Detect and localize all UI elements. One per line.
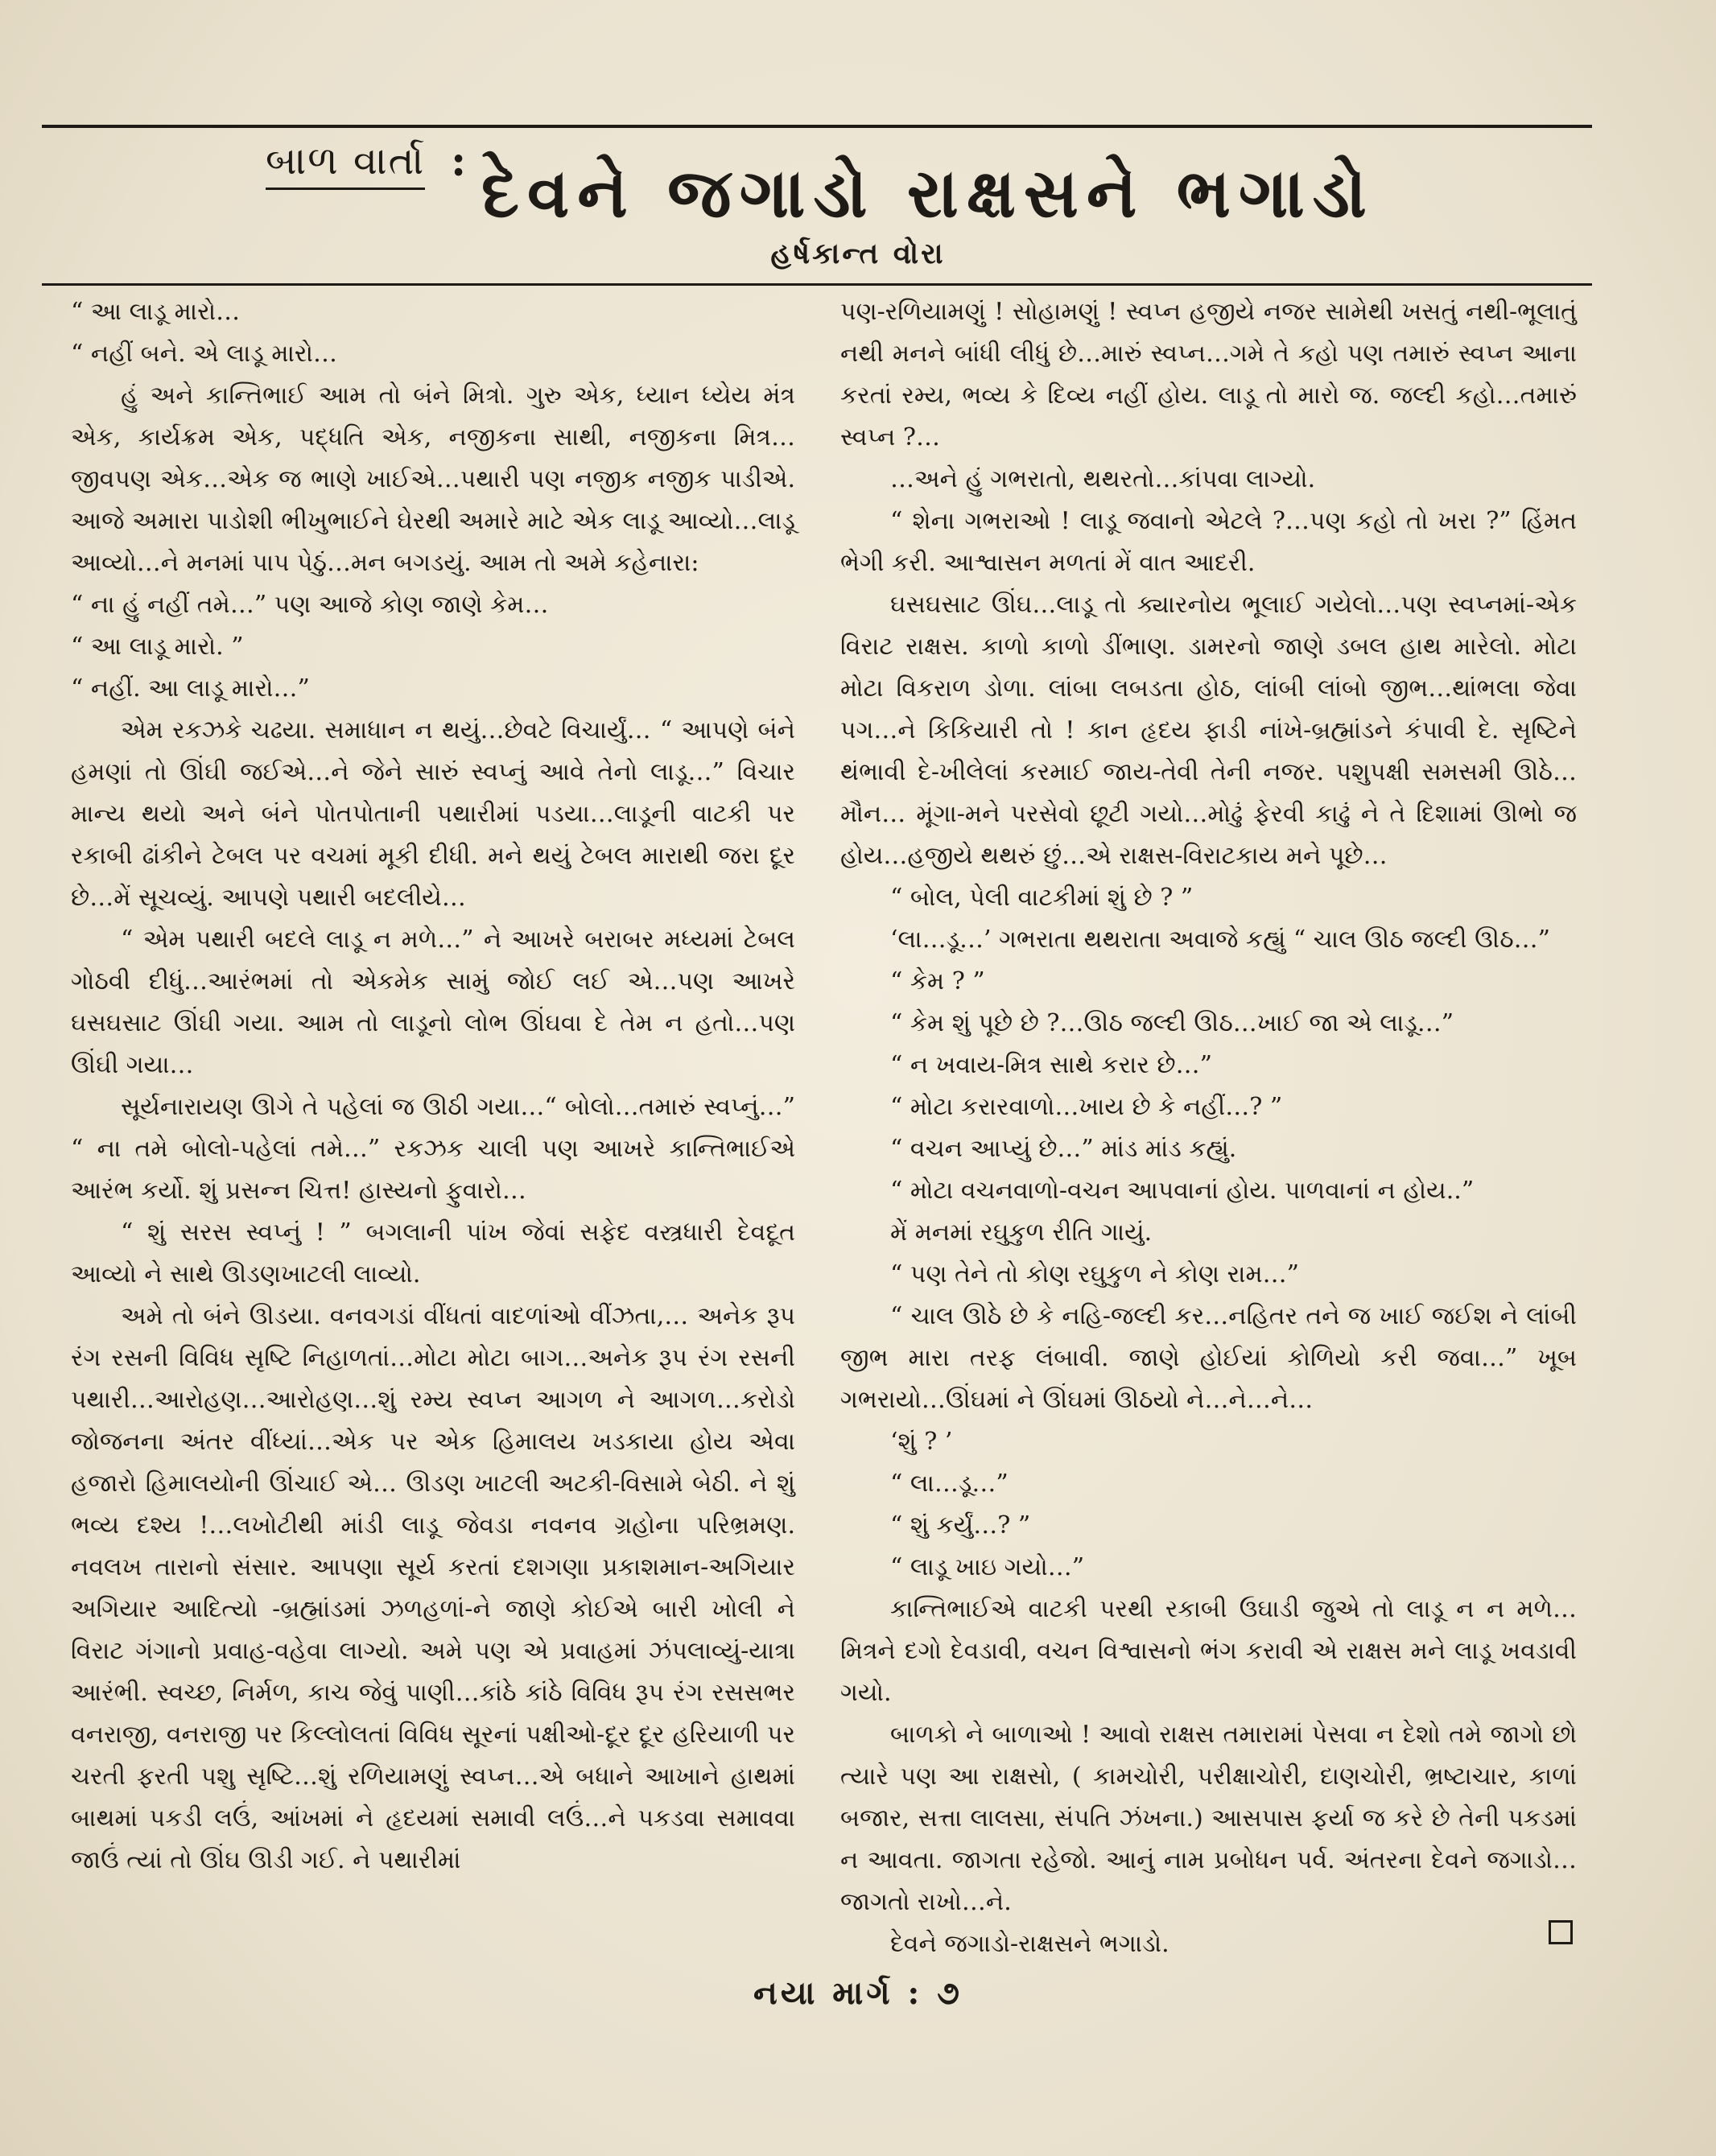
- paragraph: બાળકો ને બાળાઓ ! આવો રાક્ષસ તમારામાં પેસવા ન દેશો તમે જાગો છો ત્યારે પણ આ રાક્ષસો, ( કામચોરી, પરીક્ષાચોરી, દાણચોરી, ભ્રષ્ટાચાર, કાળાં બજાર, સત્તા લાલસા, સંપતિ ઝંખના.) આસપાસ ફર્યા જ કરે છે તેની પકડમાં ન આવતા. જાગતા રહેજો. આનું નામ પ્રબોધન પર્વ. અંતરના દેવને જગાડો…જાગતો રાખો…ને.: [840, 1721, 1577, 1916]
- paragraph: કાન્તિભાઈએ વાટકી પરથી રકાબી ઉઘાડી જુએ તો લાડૂ ન ન મળે…મિત્રને દગો દેવડાવી, વચન વિશ્વાસનો ભંગ કરાવી એ રાક્ષસ મને લાડૂ ખવડાવી ગયો.: [840, 1595, 1577, 1707]
- paragraph: એમ રકઝકે ચઢયા. સમાધાન ન થયું…છેવટે વિચાર્યું… “ આપણે બંને હમણાં તો ઊંઘી જઈએ…ને જેને સારું સ્વપ્નું આવે તેનો લાડૂ…” વિચાર માન્ય થયો અને બંને પોતપોતાની પથારીમાં પડયા…લાડૂની વાટકી પર રકાબી ઢાંકીને ટેબલ પર વચમાં મૂકી દીધી. મને થયું ટેબલ મારાથી જરા દૂર છે…મેં સૂચવ્યું. આપણે પથારી બદલીયે…: [71, 716, 795, 912]
- page-footer-magazine-name: નયા માર્ગ : ૭: [753, 1974, 963, 2012]
- paragraph: “ બોલ, પેલી વાટકીમાં શું છે ? ”: [890, 884, 1194, 912]
- paragraph: “ શેના ગભરાઓ ! લાડૂ જવાનો એટલે ?…પણ કહો તો ખરા ?” હિંમત ભેગી કરી. આશ્વાસન મળતાં મેં વાત આદરી.: [840, 507, 1577, 577]
- paragraph: “ મોટા વચનવાળો-વચન આપવાનાં હોય. પાળવાનાં ન હોય..”: [890, 1177, 1475, 1205]
- story-category-label: બાળ વાર્તા: [266, 138, 425, 190]
- story-end-square-icon: [1549, 1920, 1573, 1944]
- paragraph: સૂર્યનારાયણ ઊગે તે પહેલાં જ ઊઠી ગયા…“ બોલો…તમારું સ્વપ્નું…” “ ના તમે બોલો-પહેલાં તમે…” રકઝક ચાલી પણ આખરે કાન્તિભાઈએ આરંભ કર્યો. શું પ્રસન્ન ચિત્ત! હાસ્યનો ફુવારો…: [71, 1093, 795, 1205]
- paragraph: “ લા…ડૂ…”: [890, 1470, 1009, 1498]
- header-bottom-rule: [42, 283, 1592, 286]
- paragraph: “ શું સરસ સ્વપ્નું ! ” બગલાની પાંખ જેવાં સફેદ વસ્ત્રધારી દેવદૂત આવ્યો ને સાથે ઊડણખાટલી લાવ્યો.: [71, 1218, 795, 1288]
- left-column: [71, 291, 795, 1882]
- paragraph: “ મોટા કરારવાળો…ખાય છે કે નહીં…? ”: [890, 1093, 1283, 1121]
- paragraph: …અને હું ગભરાતો, થથરતો…કાંપવા લાગ્યો.: [890, 465, 1316, 493]
- paragraph: “ ચાલ ઊઠે છે કે નહિ-જલ્દી કર…નહિતર તને જ ખાઈ જઈશ ને લાંબી જીભ મારા તરફ લંબાવી. જાણે હોઈયાં કોળિયો કરી જવા…” ખૂબ ગભરાયો…ઊંઘમાં ને ઊંઘમાં ઊઠયો ને…ને…ને…: [840, 1302, 1577, 1414]
- paragraph: “ કેમ ? ”: [890, 967, 985, 996]
- story-author: હર્ષકાન્ત વોરા: [770, 237, 946, 270]
- paragraph: “ લાડૂ ખાઇ ગયો…”: [890, 1553, 1085, 1581]
- paragraph: “ ના હું નહીં તમે…” પણ આજે કોણ જાણે કેમ…: [71, 591, 549, 619]
- paragraph: “ ન ખવાય-મિત્ર સાથે કરાર છે…”: [890, 1051, 1212, 1079]
- header-top-rule: [42, 125, 1592, 128]
- paragraph: અમે તો બંને ઊડયા. વનવગડાં વીંધતાં વાદળાંઓ વીંઝતા,… અનેક રૂપ રંગ રસની વિવિધ સૃષ્ટિ નિહાળતાં…મોટા મોટા બાગ…અનેક રૂપ રંગ રસની પથારી…આરોહણ…આરોહણ…શું રમ્ય સ્વપ્ન આગળ ને આગળ…કરોડો જોજનના અંતર વીંધ્યાં…એક પર એક હિમાલય ખડકાયા હોય એવા હજારો હિમાલયોની ઊંચાઈ એ… ઊડણ ખાટલી અટકી-વિસામે બેઠી. ને શું ભવ્ય દશ્ય !…લખોટીથી માંડી લાડૂ જેવડા નવનવ ગ્રહોના પરિભ્રમણ. નવલખ તારાનો સંસાર. આપણા સૂર્ય કરતાં દશગણા પ્રકાશમાન-અગિયાર અગિયાર આદિત્યો -બ્રહ્માંડમાં ઝળહળાં-ને જાણે કોઈએ બારી ખોલી ને વિરાટ ગંગાનો પ્રવાહ-વહેવા લાગ્યો. અમે પણ એ પ્રવાહમાં ઝંપલાવ્યું-યાત્રા આરંભી. સ્વચ્છ, નિર્મળ, કાચ જેવું પાણી…કાંઠે કાંઠે વિવિધ રૂપ રંગ રસસભર વનરાજી, વનરાજી પર કિલ્લોલતાં વિવિધ સૂરનાં પક્ષીઓ-દૂર દૂર હરિયાળી પર ચરતી ફરતી પશુ સૃષ્ટિ…શું રળિયામણું સ્વપ્ન…એ બધાને આખાને હાથમાં બાથમાં પકડી લઉં, આંખમાં ને હૃદયમાં સમાવી લઉં…ને પકડવા સમાવવા જાઉં ત્યાં તો ઊંઘ ઊડી ગઈ. ને પથારીમાં: [71, 1302, 795, 1874]
- paragraph: “ નહીં બને. એ લાડૂ મારો…: [71, 340, 337, 368]
- paragraph: “ આ લાડૂ મારો. ”: [71, 633, 244, 661]
- paragraph: મેં મનમાં રઘુકુળ રીતિ ગાયું.: [890, 1218, 1153, 1247]
- paragraph: દેવને જગાડો-રાક્ષસને ભગાડો.: [890, 1930, 1169, 1958]
- paragraph: “ કેમ શું પૂછે છે ?…ઊઠ જલ્દી ઊઠ…ખાઈ જા એ લાડૂ…”: [890, 1009, 1454, 1037]
- paragraph: પણ-રળિયામણું ! સોહામણું ! સ્વપ્ન હજીયે નજર સામેથી ખસતું નથી-ભૂલાતું નથી મનને બાંધી લીધું છે…મારું સ્વપ્ન…ગમે તે કહો પણ તમારું સ્વપ્ન આના કરતાં રમ્ય, ભવ્ય કે દિવ્ય નહીં હોય. લાડૂ તો મારો જ. જલ્દી કહો…તમારું સ્વપ્ન ?…: [840, 298, 1577, 451]
- paragraph: “ આ લાડૂ મારો…: [71, 298, 241, 326]
- paragraph: “ શું કર્યું…? ”: [890, 1511, 1031, 1540]
- story-category-colon: :: [451, 137, 467, 186]
- paragraph: “ એમ પથારી બદલે લાડૂ ન મળે…” ને આખરે બરાબર મધ્યમાં ટેબલ ગોઠવી દીધું…આરંભમાં તો એકમેક સામું જોઈ લઈ એ…પણ આખરે ઘસઘસાટ ઊંઘી ગયા. આમ તો લાડૂનો લોભ ઊંઘવા દે તેમ ન હતો…પણ ઊંઘી ગયા…: [71, 925, 795, 1079]
- paragraph: “ વચન આપ્યું છે…” માંડ માંડ કહ્યું.: [890, 1135, 1237, 1163]
- paragraph: “ પણ તેને તો કોણ રઘુકુળ ને કોણ રામ…”: [890, 1260, 1299, 1288]
- paragraph: “ નહીં. આ લાડૂ મારો…”: [71, 674, 310, 703]
- paragraph: ઘસઘસાટ ઊંઘ…લાડૂ તો ક્યારનોય ભૂલાઈ ગયેલો…પણ સ્વપ્નમાં-એક વિરાટ રાક્ષસ. કાળો કાળો ડીંભાણ. ડામરનો જાણે ડબલ હાથ મારેલો. મોટા મોટા વિકરાળ ડોળા. લાંબા લબડતા હોઠ, લાંબી લાંબો જીભ…થાંભલા જેવા પગ…ને કિકિયારી તો ! કાન હૃદય ફાડી નાંખે-બ્રહ્માંડને કંપાવી દે. સૃષ્ટિને થંભાવી દે-ખીલેલાં કરમાઈ જાય-તેવી તેની નજર. પશુપક્ષી સમસમી ઊઠે…મૌન… મૂંગા-મને પરસેવો છૂટી ગયો…મોઢું ફેરવી કાઢું ને તે દિશામાં ઊભો જ હોય…હજીયે થથરું છું…એ રાક્ષસ-વિરાટકાય મને પૂછે…: [840, 591, 1577, 870]
- paragraph: ‘શું ? ’: [890, 1428, 953, 1456]
- right-column: [840, 291, 1577, 1965]
- story-title: દેવને જગાડો રાક્ષસને ભગાડો: [481, 153, 1375, 233]
- paragraph: ‘લા…ડૂ…’ ગભરાતા થથરાતા અવાજે કહ્યું “ ચાલ ઊઠ જલ્દી ઊઠ…”: [890, 925, 1550, 954]
- paragraph: હું અને કાન્તિભાઈ આમ તો બંને મિત્રો. ગુરુ એક, ધ્યાન ધ્યેય મંત્ર એક, કાર્યક્રમ એક, પદ્ધતિ એક, નજીકના સાથી, નજીકના મિત્ર…જીવપણ એક…એક જ ભાણે ખાઈએ…પથારી પણ નજીક નજીક પાડીએ. આજે અમારા પાડોશી ભીખુભાઈને ઘેરથી અમારે માટે એક લાડૂ આવ્યો…લાડૂ આવ્યો…ને મનમાં પાપ પેઠું…મન બગડયું. આમ તો અમે કહેનારા:: [71, 381, 795, 577]
